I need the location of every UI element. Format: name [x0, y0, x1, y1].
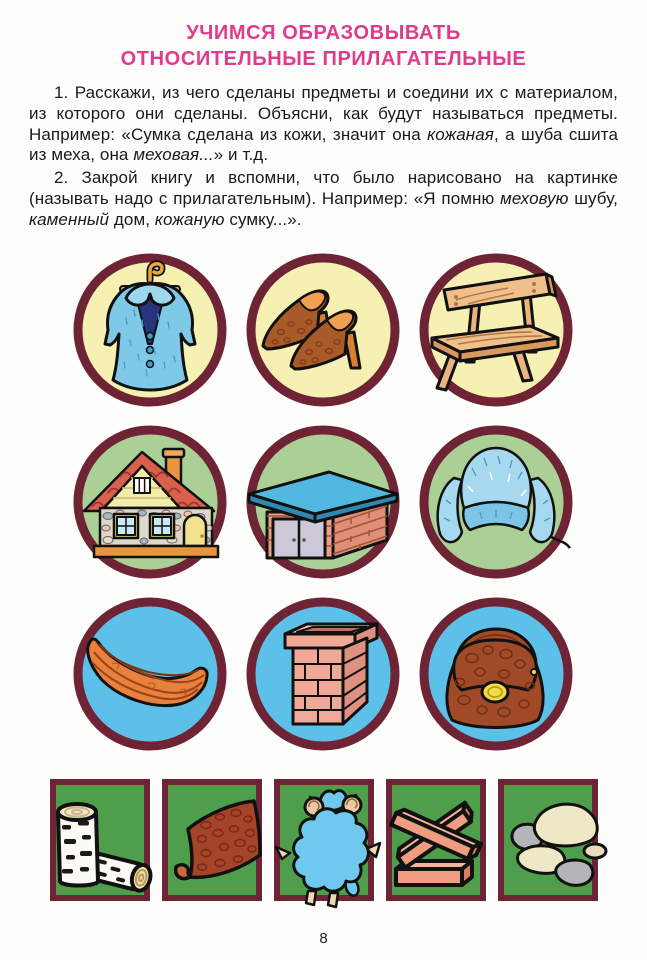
object-circle-stone-house — [64, 416, 237, 588]
object-circle-fur-hat — [410, 416, 583, 588]
wooden-boat-icon — [64, 588, 237, 760]
brick-garage-icon — [237, 416, 410, 588]
page-title — [0, 20, 647, 72]
material-square-birch-logs — [48, 777, 152, 903]
material-square-leather-hide — [160, 777, 264, 903]
stone-house-icon — [64, 416, 237, 588]
instruction-paragraph-1: 1. Расскажи, из чего сделаны предметы и соедини их с материалом, из которого они сделаны. Объясни, как будут называться предметы. Например: «Сумка сделана из кожи, значит она кожаная, а шуба сшита из меха, она меховая...» и т.д. — [29, 83, 619, 165]
title-line-2: ОТНОСИТЕЛЬНЫЕ ПРИЛАГАТЕЛЬНЫЕ — [120, 48, 527, 70]
material-square-stones — [496, 777, 600, 903]
instructions — [29, 83, 618, 231]
object-circle-shoes — [237, 244, 410, 416]
page-footer — [0, 930, 647, 948]
leather-bag-icon — [410, 588, 583, 760]
sheep-icon — [272, 777, 376, 903]
material-row — [0, 777, 647, 903]
page-header — [0, 20, 647, 72]
object-circle-bench — [410, 244, 583, 416]
birch-logs-icon — [48, 777, 152, 903]
object-circle-boat — [64, 588, 237, 760]
object-circle-chimney — [237, 588, 410, 760]
wooden-bench-icon — [410, 244, 583, 416]
material-square-bricks — [384, 777, 488, 903]
fur-hat-icon — [410, 416, 583, 588]
object-circle-leather-bag — [410, 588, 583, 760]
object-circle-garage — [237, 416, 410, 588]
high-heel-shoes-icon — [237, 244, 410, 416]
object-grid — [0, 244, 647, 760]
object-circle-fur-coat — [64, 244, 237, 416]
material-square-sheep — [272, 777, 376, 903]
fur-coat-icon — [64, 244, 237, 416]
leather-hide-icon — [160, 777, 264, 903]
title-line-1: УЧИМСЯ ОБРАЗОВЫВАТЬ — [186, 22, 461, 44]
brick-chimney-icon — [237, 588, 410, 760]
bricks-icon — [384, 777, 488, 903]
page-number: 8 — [319, 930, 328, 947]
stones-icon — [496, 777, 600, 903]
instruction-paragraph-2: 2. Закрой книгу и вспомни, что было нарисовано на картинке (называть надо с прилагательным). Например: «Я помню меховую шубу, каменный дом, кожаную сумку...». — [29, 168, 618, 229]
